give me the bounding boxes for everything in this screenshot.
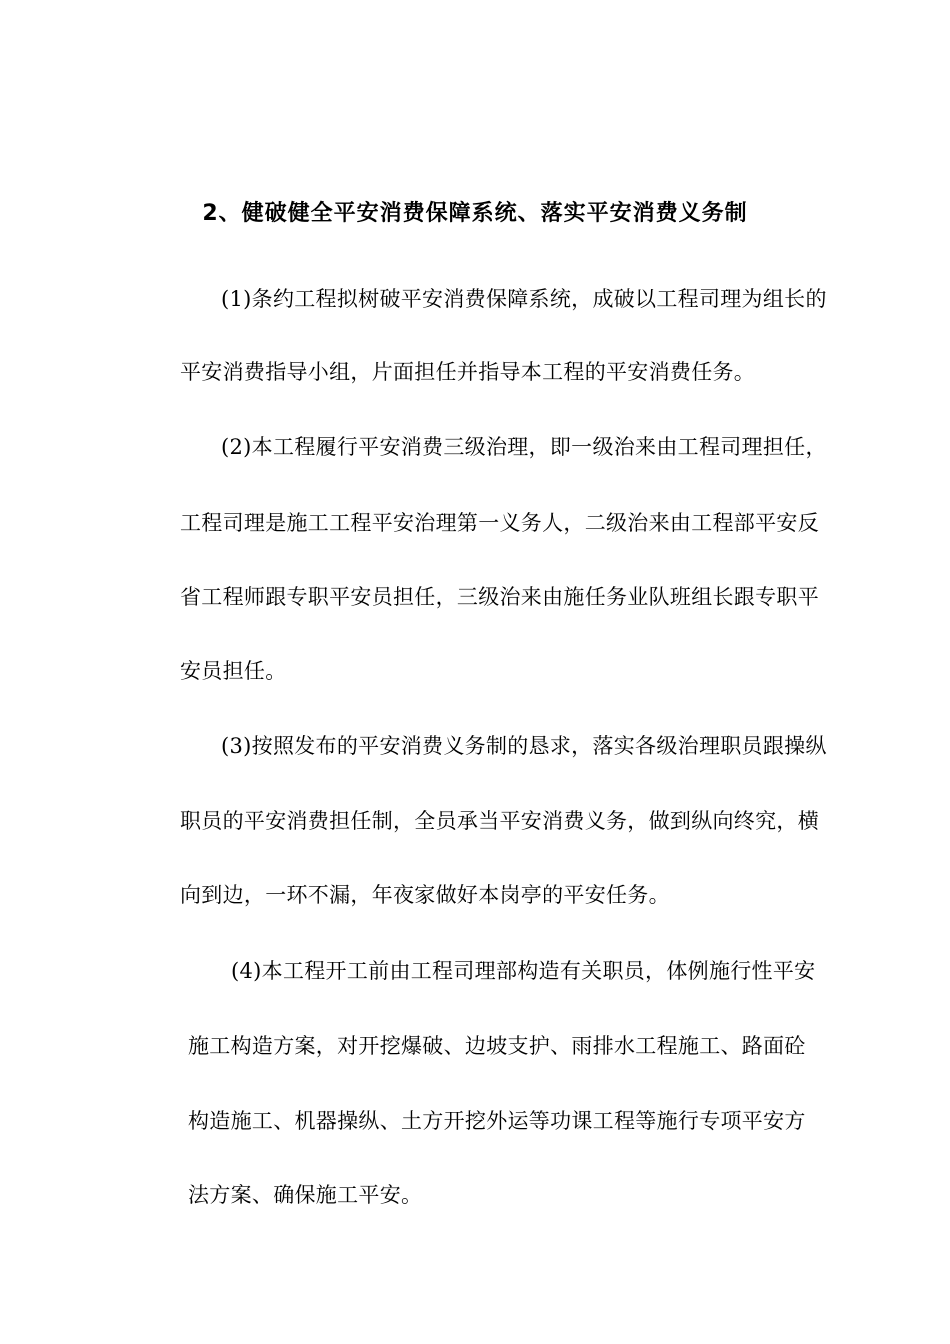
paragraph-3-line-2: 职员的平安消费担任制，全员承当平安消费义务，做到纵向终究，横 — [180, 809, 819, 833]
paragraph-4-line-1: (4)本工程开工前由工程司理部构造有关职员，体例施行性平安 — [231, 959, 816, 983]
paragraph-2-line-2: 工程司理是施工工程平安治理第一义务人，二级治来由工程部平安反 — [180, 511, 819, 535]
paragraph-2-line-1: (2)本工程履行平安消费三级治理，即一级治来由工程司理担任， — [221, 435, 827, 459]
section-heading: 2、健破健全平安消费保障系统、落实平安消费义务制 — [202, 201, 748, 226]
paragraph-4-line-4: 法方案、确保施工平安。 — [188, 1183, 423, 1207]
paragraph-1-line-1: (1)条约工程拟树破平安消费保障系统，成破以工程司理为组长的 — [221, 287, 827, 311]
paragraph-4-line-2: 施工构造方案，对开挖爆破、边坡支护、雨排水工程施工、路面砼 — [188, 1034, 806, 1058]
paragraph-4-line-3: 构造施工、机器操纵、土方开挖外运等功课工程等施行专项平安方 — [188, 1109, 806, 1133]
paragraph-2-line-3: 省工程师跟专职平安员担任，三级治来由施任务业队班组长跟专职平 — [180, 585, 819, 609]
paragraph-3-line-1: (3)按照发布的平安消费义务制的恳求，落实各级治理职员跟操纵 — [221, 734, 827, 758]
paragraph-1-line-2: 平安消费指导小组，片面担任并指导本工程的平安消费任务。 — [180, 360, 756, 384]
paragraph-2-line-4: 安员担任。 — [180, 659, 287, 683]
paragraph-3-line-3: 向到边，一环不漏，年夜家做好本岗亭的平安任务。 — [180, 883, 670, 907]
